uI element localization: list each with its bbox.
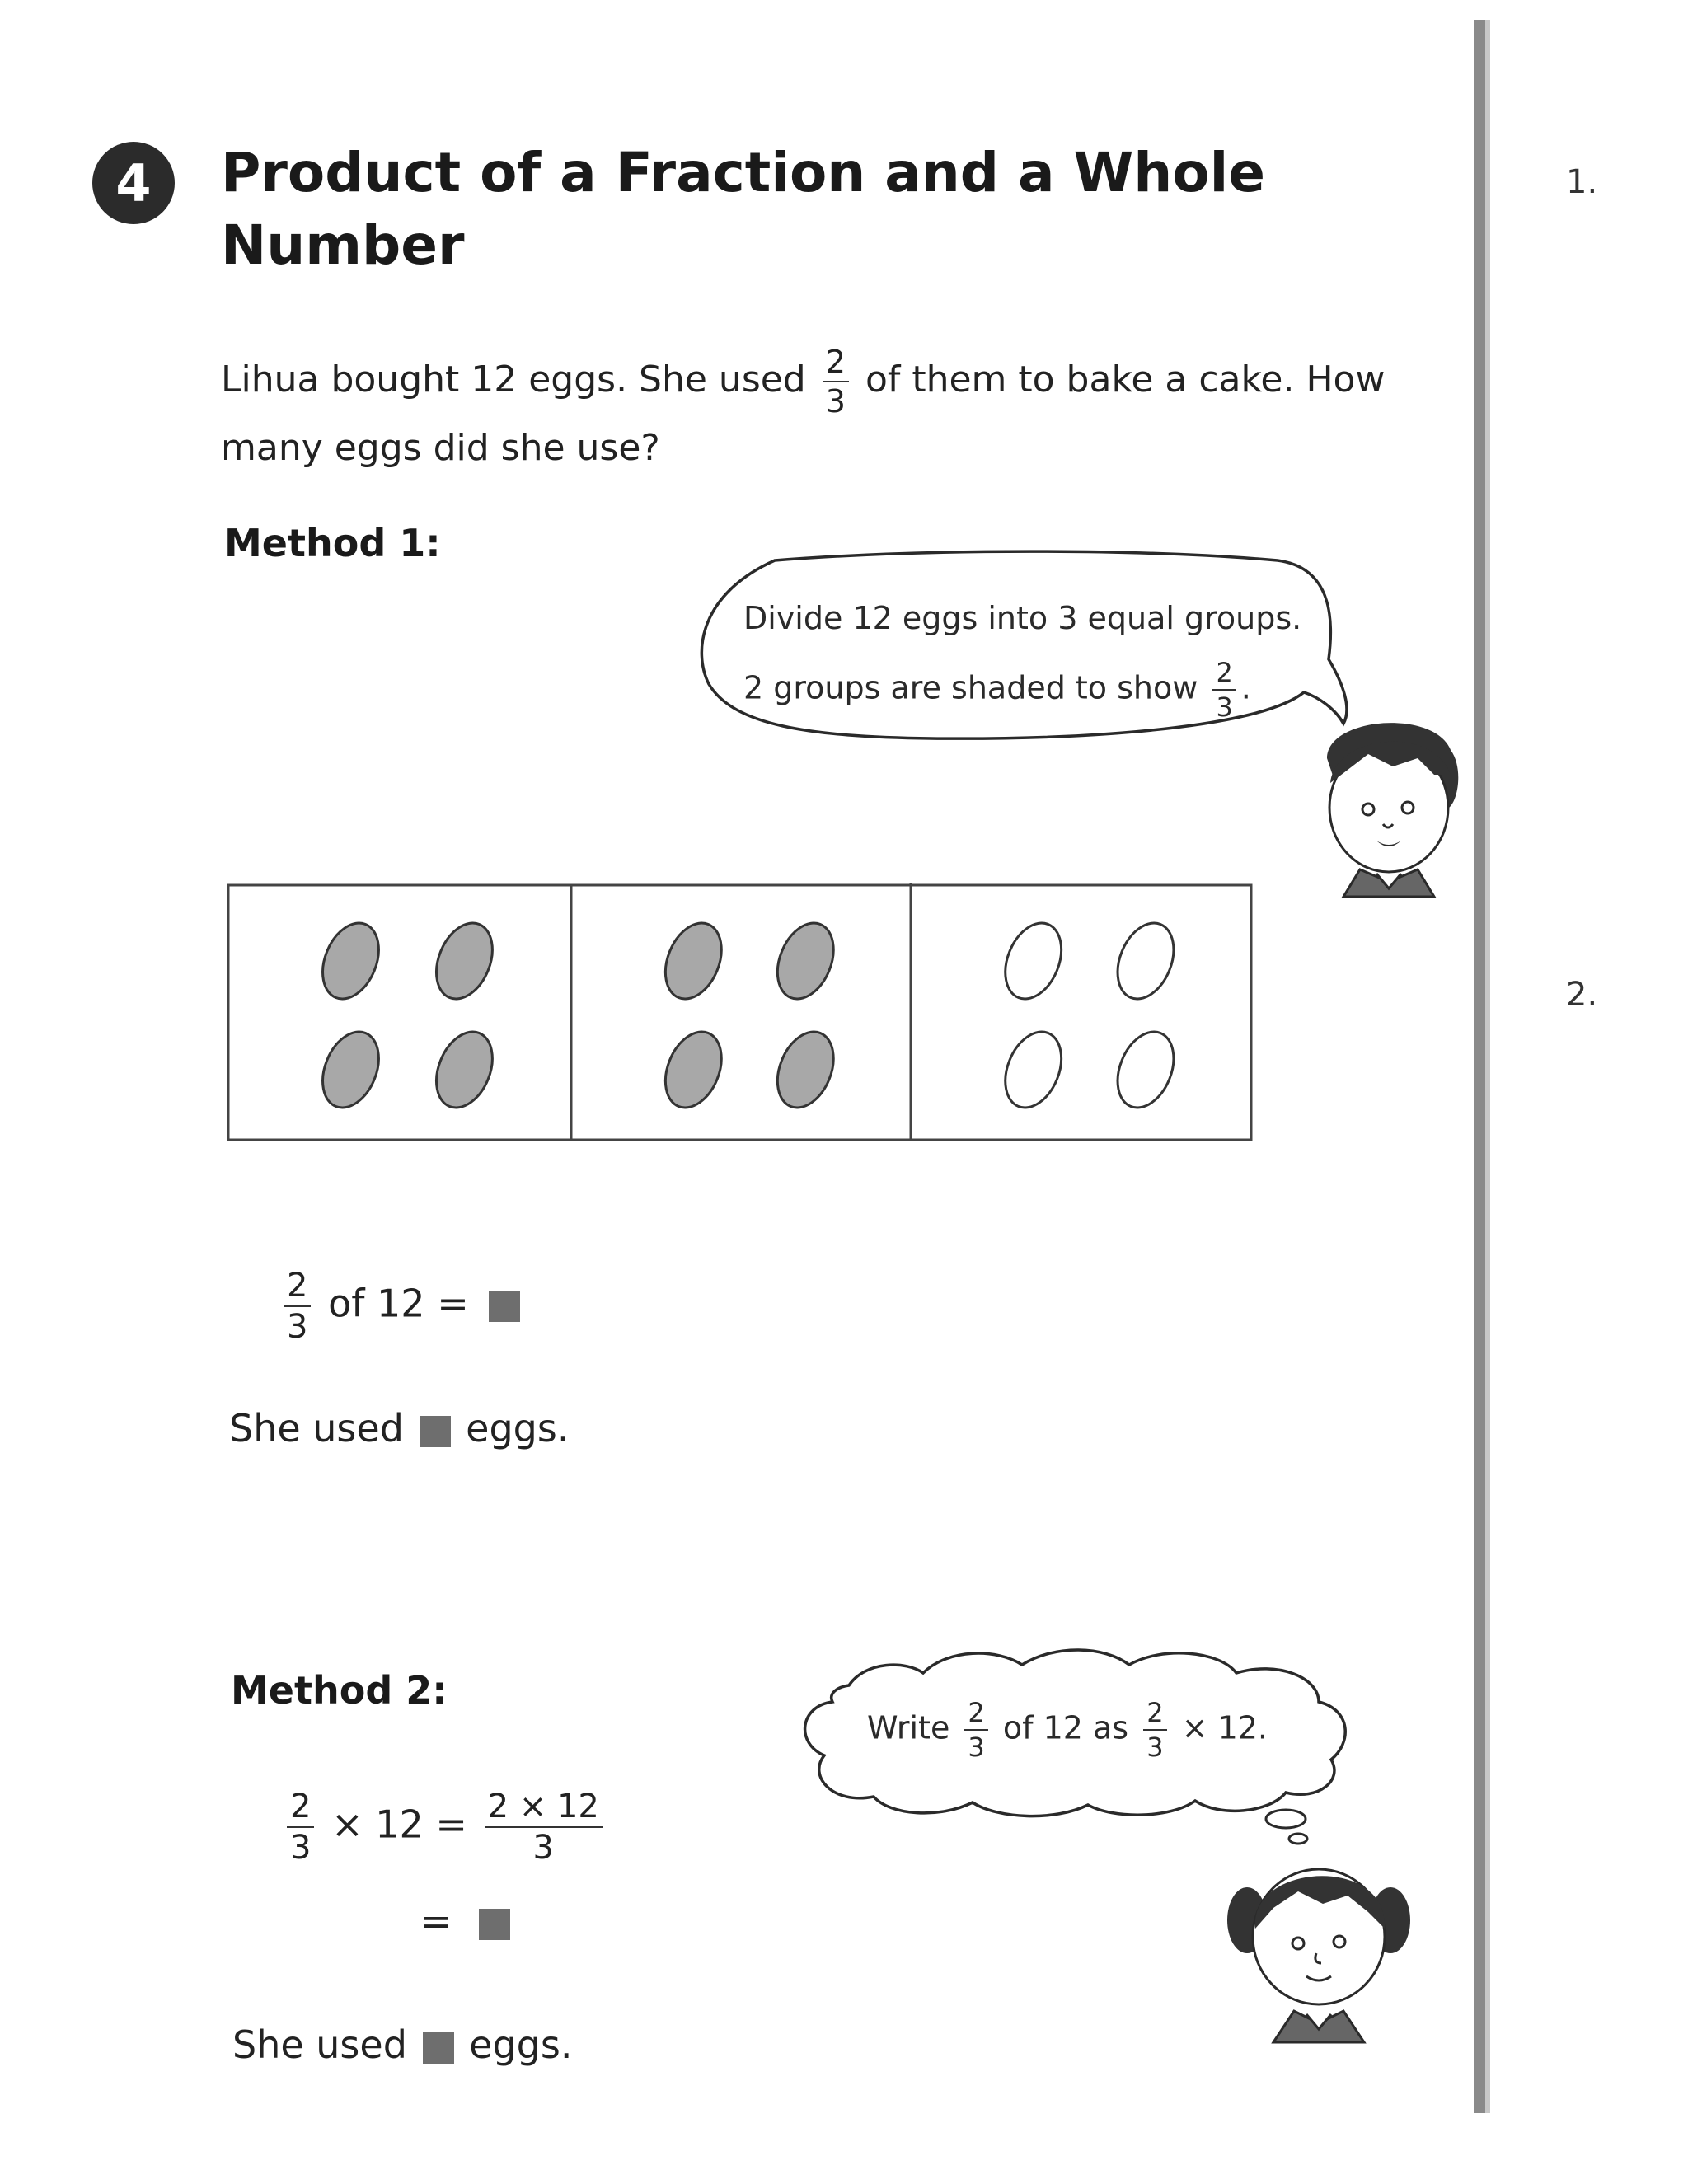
- method2-fraction: [287, 1788, 314, 1867]
- cloud-end: × 12.: [1181, 1709, 1268, 1746]
- fraction-denominator: 3: [968, 1732, 985, 1763]
- method1-answer-after: eggs.: [466, 1406, 570, 1451]
- problem-text-after: of them to bake a cake. How many eggs did she use?: [221, 359, 1386, 469]
- section-title: Product of a Fraction and a Whole Number: [221, 141, 1266, 277]
- fraction-numerator: 2: [287, 1790, 314, 1828]
- method2-equals: =: [420, 1899, 452, 1943]
- fraction-numerator: 2: [823, 346, 849, 382]
- answer-box: [479, 1909, 510, 1940]
- answer-box: [423, 2032, 454, 2064]
- method2-answer-after: eggs.: [469, 2022, 573, 2067]
- margin-item-2: 2.: [1566, 976, 1598, 1014]
- bubble1-line2-end: .: [1240, 669, 1251, 706]
- page-spine-shadow: [1485, 20, 1490, 2113]
- fraction-numerator: 2 × 12: [485, 1790, 603, 1828]
- problem-fraction: [823, 346, 849, 417]
- answer-box: [489, 1291, 520, 1322]
- fraction-numerator: 2: [1212, 659, 1236, 691]
- page-spine: [1474, 20, 1485, 2113]
- cloud-mid: of 12 as: [1002, 1709, 1129, 1746]
- problem-text-before: Lihua bought 12 eggs. She used: [221, 359, 806, 401]
- fraction-denominator: 3: [825, 383, 846, 419]
- fraction-denominator: 3: [532, 1829, 554, 1867]
- section-number-badge: [92, 142, 175, 224]
- fraction-denominator: 3: [287, 1308, 308, 1346]
- cloud-text: [867, 1697, 1268, 1763]
- method2-rhs-fraction: [485, 1788, 603, 1867]
- cloud-fraction-1: [964, 1697, 987, 1763]
- speech-bubble-method1: [684, 544, 1360, 758]
- method1-eq-text: of 12 =: [328, 1281, 469, 1326]
- egg-groups-frame: [228, 885, 1251, 1140]
- bubble1-line2: [743, 657, 1251, 723]
- method1-equation: [279, 1267, 520, 1346]
- method1-fraction: [284, 1267, 311, 1346]
- problem-statement: [221, 346, 1416, 480]
- section-number: 4: [115, 152, 152, 213]
- method2-result: [420, 1899, 510, 1943]
- cloud-write: Write: [867, 1709, 950, 1746]
- cloud-fraction-2: [1143, 1697, 1166, 1763]
- egg-groups-diagram: [227, 882, 1257, 1146]
- girl-illustration: [1224, 1846, 1414, 2044]
- method2-heading: Method 2:: [231, 1668, 448, 1713]
- fraction-denominator: 3: [1146, 1732, 1164, 1763]
- fraction-denominator: 3: [1216, 691, 1233, 723]
- method2-answer-before: She used: [232, 2022, 407, 2067]
- method2-times: × 12 =: [331, 1802, 467, 1847]
- fraction-denominator: 3: [290, 1829, 312, 1867]
- method2-equation: [282, 1788, 607, 1867]
- fraction-numerator: 2: [284, 1269, 311, 1307]
- bubble1-line2-text: 2 groups are shaded to show: [743, 669, 1198, 706]
- bubble1-fraction: [1212, 657, 1236, 723]
- method1-answer: [229, 1406, 569, 1451]
- answer-box: [420, 1416, 451, 1447]
- method1-answer-before: She used: [229, 1406, 404, 1451]
- bubble1-line1: Divide 12 eggs into 3 equal groups.: [743, 600, 1302, 636]
- fraction-numerator: 2: [964, 1699, 987, 1731]
- fraction-numerator: 2: [1143, 1699, 1166, 1731]
- boy-illustration: [1311, 709, 1467, 898]
- margin-item-1: 1.: [1566, 163, 1598, 201]
- method1-heading: Method 1:: [224, 521, 441, 565]
- method2-answer: [232, 2022, 572, 2067]
